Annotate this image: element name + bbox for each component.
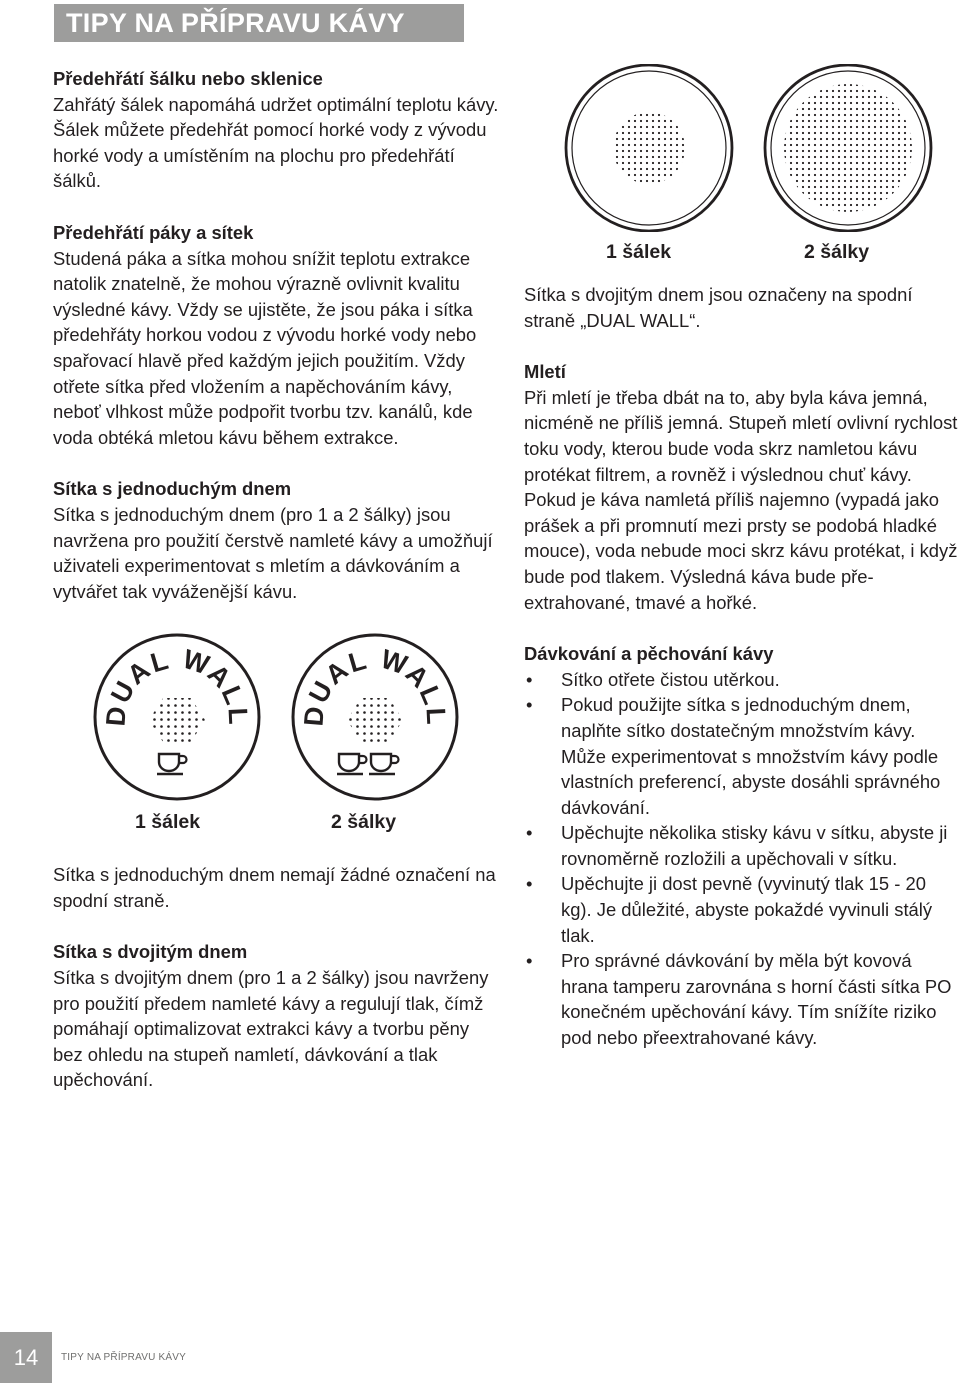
section-title: Předehřátí šálku nebo sklenice [53, 68, 323, 89]
label-2-cups: 2 šálky [804, 241, 870, 263]
stamp-text: DUAL WALL [100, 644, 254, 728]
stamp-figure-labels [53, 810, 503, 840]
section-title: Sítka s jednoduchým dnem [53, 478, 292, 500]
dual-wall-stamp-illustration [53, 632, 503, 802]
dosing-list [524, 667, 960, 1051]
list-item: • Sítko otřete čistou utěrkou. [524, 667, 960, 693]
section-preheat-cup [53, 66, 503, 194]
section-title: Dávkování a pěchování kávy [524, 643, 774, 665]
cup-icon [337, 754, 367, 774]
page-banner-title: TIPY NA PŘÍPRAVU KÁVY [54, 4, 464, 42]
section-dosing [524, 641, 960, 1051]
left-column [53, 66, 503, 1093]
filter-2-cups [765, 65, 931, 231]
section-body: Zahřátý šálek napomáhá udržet optimální teplotu kávy. Šálek můžete předehřát pomocí horké vody z vývodu horké vody a umístěním na plochu pro předehřátí šálků. [53, 93, 499, 192]
stamp-text: DUAL WALL [298, 644, 452, 728]
single-wall-note [53, 862, 503, 913]
section-body: Studená páka a sítka mohou snížit teplotu extrakce natolik znatelně, že mohou výrazně ovlivnit kvalitu výsledné kávy. Vždy se ujistěte, že jsou páka i sítka předehřáty horkou vodou z vývodu horké vody nebo spařovací hlavě před každým jejich použitím. Vždy otřete sítka před vložením a napěchováním kávy, neboť vlhkost může podpořit tvorbu tzv. kanálů, kde voda obtéká mletou kávu během extrakce. [53, 247, 477, 448]
cup-icon [157, 754, 187, 774]
section-title: Mletí [524, 361, 566, 383]
label-2-cups: 2 šálky [331, 811, 397, 834]
section-body: Sítka s jednoduchým dnem (pro 1 a 2 šálky) jsou navržena pro použití čerstvě namleté kávy a umožňují uživateli experimentovat s mletím a dávkováním a vytvářet tak vyváženější kávu. [53, 503, 493, 602]
section-body: Sítka s jednoduchým dnem nemají žádné označení na spodní straně. [53, 864, 496, 911]
filter-figure-labels [524, 240, 960, 270]
section-body: Sítka s dvojitým dnem (pro 1 a 2 šálky) jsou navrženy pro použití předem namleté kávy a regulují tlak, čímž pomáhají optimalizovat extrakci kávy a tvorbu pěny bez ohledu na stupeň namletí, dávkování a tlak upěchování. [53, 967, 489, 1091]
section-body: Sítka s dvojitým dnem jsou označeny na spodní straně „DUAL WALL“. [524, 284, 913, 331]
stamp-1-cup [95, 635, 259, 799]
page-number: 14 [0, 1332, 52, 1383]
section-grinding [524, 359, 960, 615]
section-dual-wall [53, 939, 503, 1093]
list-item: • Pro správné dávkování by měla být kovová hrana tamperu zarovnána s horní části sítka PO konečném upěchování kávy. Tím snížíte riziko pod nebo přeextrahované kávy. [524, 948, 960, 1050]
section-preheat-portafilter [53, 220, 503, 450]
list-item: • Pokud použijte sítka s jednoduchým dnem, naplňte sítko dostatečným množstvím kávy. Může experimentovat s množstvím kávy podle vlastních preferencí, abyste dosáhli správného dávkování. [524, 692, 960, 820]
dual-wall-note [524, 282, 960, 333]
section-single-wall [53, 476, 503, 604]
right-column [524, 64, 960, 1051]
cup-icon [369, 754, 399, 774]
filter-basket-figure [524, 64, 960, 232]
label-1-cup: 1 šálek [135, 811, 201, 834]
section-title: Předehřátí páky a sítek [53, 221, 254, 243]
stamp-2-cups [293, 635, 457, 799]
filter-basket-illustration [524, 64, 960, 232]
label-1-cup: 1 šálek [606, 241, 672, 263]
filter-1-cup [566, 65, 732, 231]
section-title: Sítka s dvojitým dnem [53, 941, 248, 963]
list-item: • Upěchujte několika stisky kávu v sítku, abyste ji rovnoměrně rozložili a upěchovali v sítku. [524, 820, 960, 871]
dual-wall-stamp-figure [53, 632, 503, 802]
footer-title: TIPY NA PŘÍPRAVU KÁVY [61, 1352, 186, 1363]
list-item: • Upěchujte ji dost pevně (vyvinutý tlak 15 - 20 kg). Je důležité, abyste pokaždé vyvinuli stálý tlak. [524, 871, 960, 948]
section-body: Při mletí je třeba dbát na to, aby byla káva jemná, nicméně ne příliš jemná. Stupeň mletí ovlivní rychlost toku vody, kterou bude voda skrz namletou kávu protékat filtrem, a rovněž i výslednou chuť kávy. Pokud je káva namletá příliš najemno (vypadá jako prášek a při promnutí mezi prsty se podobá hladké mouce), voda nebude moci skrz kávu protékat, i když bude pod tlakem. Výsledná káva bude pře-extrahované, tmavé a hořké. [524, 386, 958, 613]
